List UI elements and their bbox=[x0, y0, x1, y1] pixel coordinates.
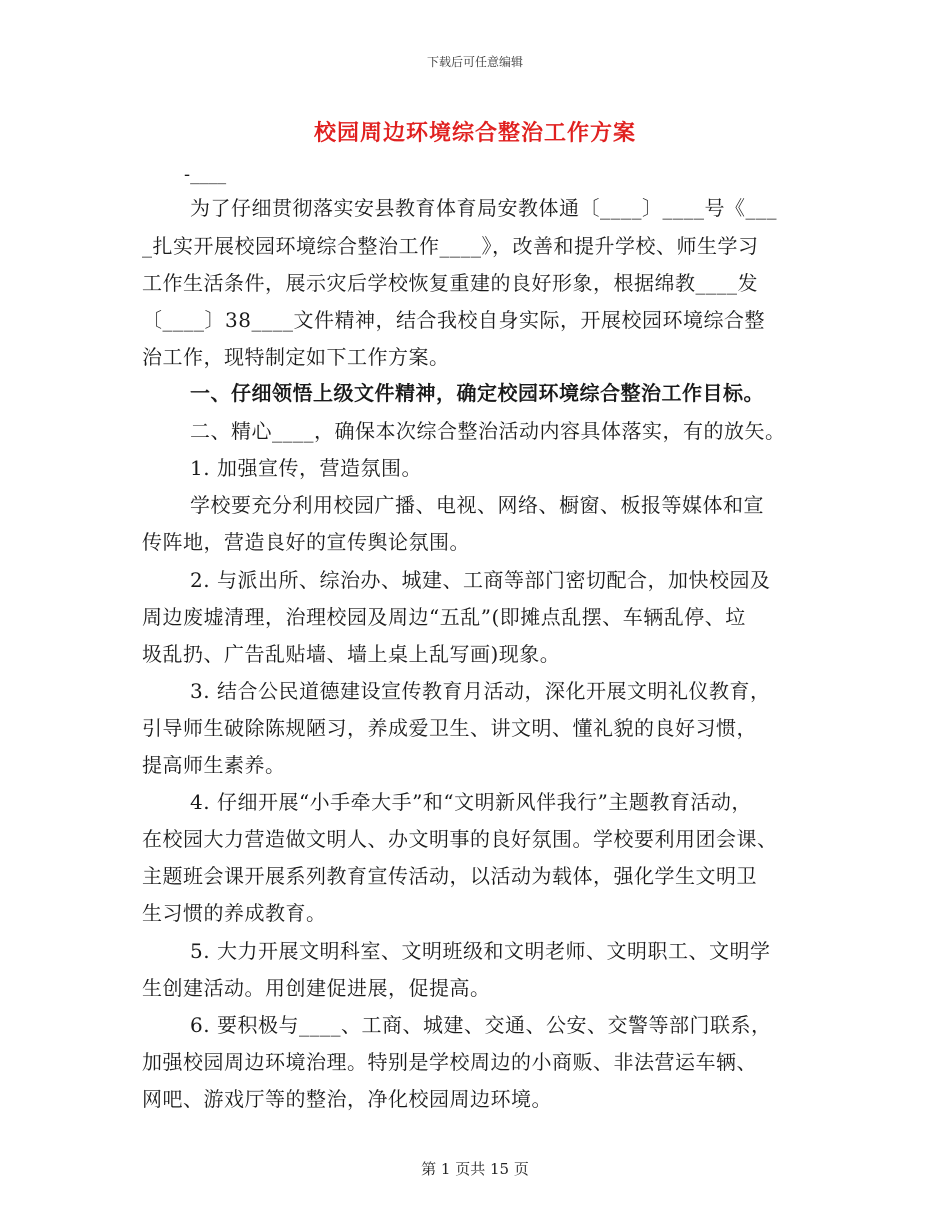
body-line: 加强校园周边环境治理。特别是学校周边的小商贩、非法营运车辆、 bbox=[142, 1050, 757, 1074]
document-subtitle: -____ bbox=[184, 164, 227, 185]
header-note: 下载后可任意编辑 bbox=[426, 55, 523, 69]
body-line: 〔____〕38____文件精神，结合我校自身实际，开展校园环境综合整 bbox=[142, 308, 765, 332]
body-line: 治工作，现特制定如下工作方案。 bbox=[142, 345, 450, 369]
body-line: 生习惯的养成教育。 bbox=[142, 901, 327, 925]
body-line: 工作生活条件，展示灾后学校恢复重建的良好形象，根据绵教____发 bbox=[142, 271, 758, 295]
section-heading-2: 二、精心____，确保本次综合整治活动内容具体落实，有的放矢。 bbox=[190, 419, 786, 443]
body-line: 为了仔细贯彻落实安县教育体育局安教体通〔____〕____号《___ bbox=[190, 196, 777, 220]
body-line: 主题班会课开展系列教育宣传活动，以活动为载体，强化学生文明卫 bbox=[142, 864, 757, 888]
body-line: _扎实开展校园环境综合整治工作____》，改善和提升学校、师生学习 bbox=[142, 234, 759, 258]
list-item: 4. 仔细开展“小手牵大手”和“文明新风伴我行”主题教育活动， bbox=[190, 790, 752, 814]
list-item: 3. 结合公民道德建设宣传教育月活动，深化开展文明礼仪教育， bbox=[190, 679, 771, 703]
page-footer: 第 1 页共 15 页 bbox=[421, 1160, 529, 1178]
section-heading-1: 一、仔细领悟上级文件精神，确定校园环境综合整治工作目标。 bbox=[190, 381, 764, 405]
body-line: 引导师生破除陈规陋习，养成爱卫生、讲文明、懂礼貌的良好习惯， bbox=[142, 716, 757, 740]
body-line: 圾乱扔、广告乱贴墙、墙上桌上乱写画)现象。 bbox=[142, 642, 561, 666]
body-line: 生创建活动。用创建促进展，促提高。 bbox=[142, 976, 491, 1000]
body-line: 学校要充分利用校园广播、电视、网络、橱窗、板报等媒体和宣 bbox=[190, 493, 764, 517]
list-item: 5. 大力开展文明科室、文明班级和文明老师、文明职工、文明学 bbox=[190, 939, 771, 963]
list-item: 1. 加强宣传，营造氛围。 bbox=[190, 456, 422, 480]
list-item: 2. 与派出所、综治办、城建、工商等部门密切配合，加快校园及 bbox=[190, 568, 771, 592]
document-title: 校园周边环境综合整治工作方案 bbox=[313, 121, 636, 146]
body-line: 传阵地，营造良好的宣传舆论氛围。 bbox=[142, 530, 470, 554]
body-line: 提高师生素养。 bbox=[142, 753, 286, 777]
list-item: 6. 要积极与____、工商、城建、交通、公安、交警等部门联系， bbox=[190, 1013, 772, 1037]
body-line: 周边废墟清理，治理校园及周边“五乱”(即摊点乱摆、车辆乱停、垃 bbox=[142, 605, 746, 629]
body-line: 网吧、游戏厅等的整治，净化校园周边环境。 bbox=[142, 1087, 552, 1111]
body-line: 在校园大力营造做文明人、办文明事的良好氛围。学校要利用团会课、 bbox=[142, 827, 778, 851]
